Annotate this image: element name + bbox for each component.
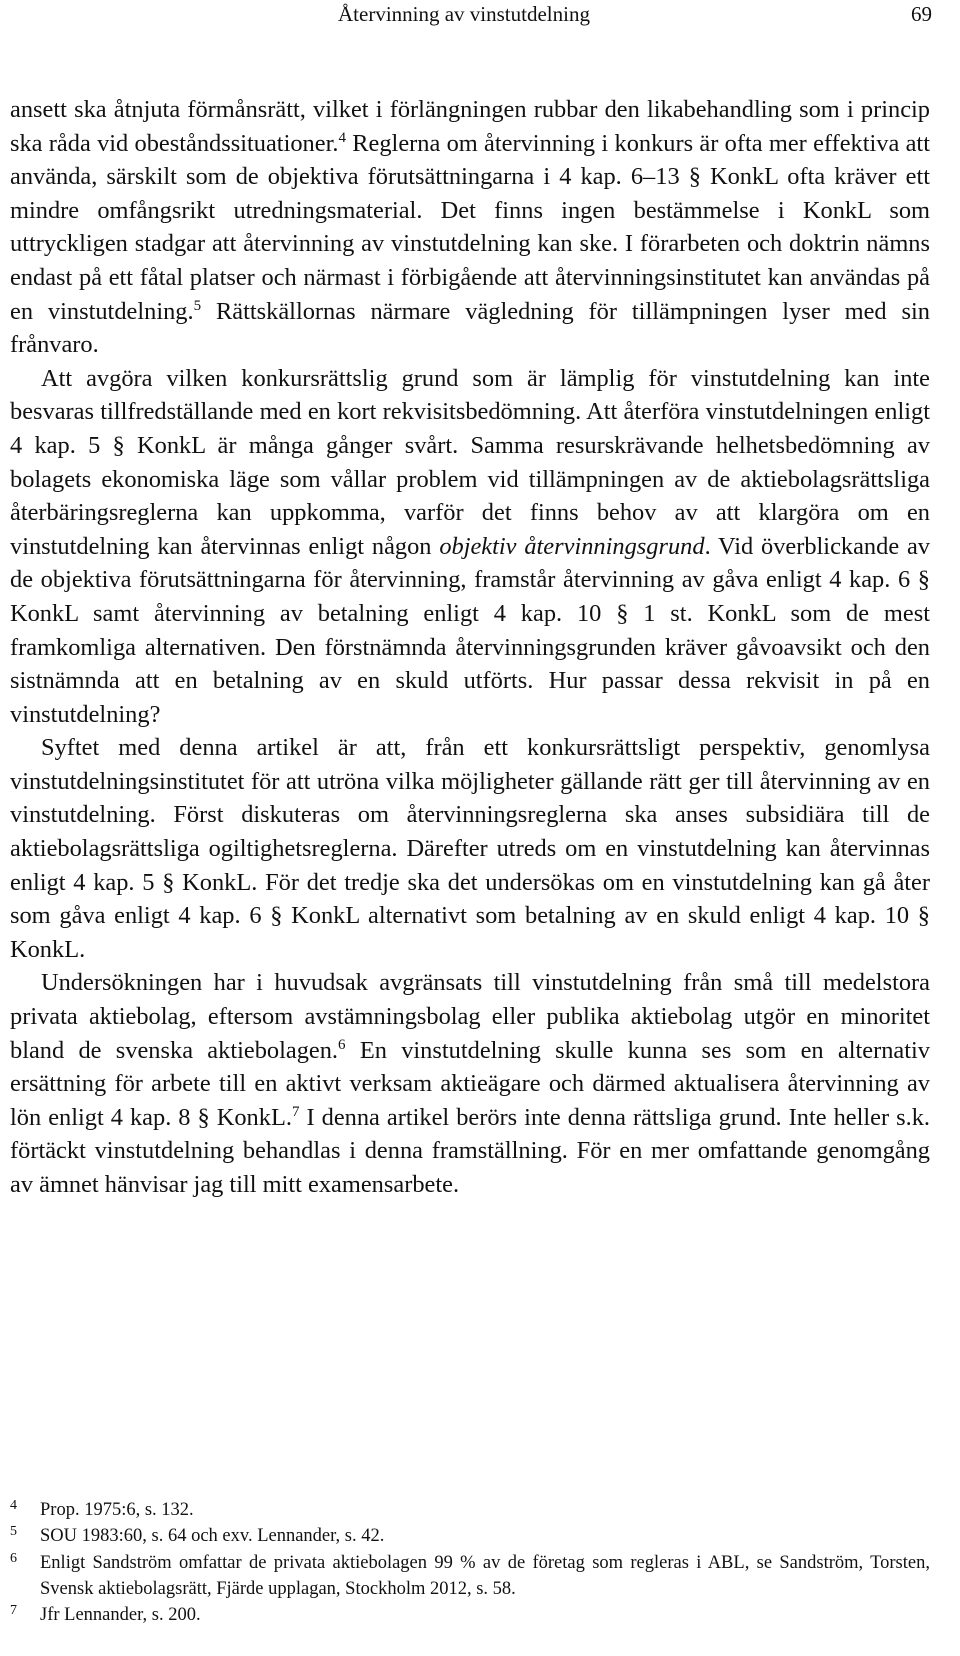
footnote-6 [10,1550,930,1603]
paragraph-text: I denna artikel berörs inte denna rättsliga grund. Inte heller s.k. förtäckt vinstutdelning behandlas i denna framställning. För en mer omfattande genomgång av ämnet hänvisar jag till mitt examensarbete. [10,1103,931,1198]
footnote-number: 4 [10,1498,17,1513]
emphasized-term: objektiv återvinningsgrund [439,532,705,560]
paragraph-text: . Vid överblickande av de objektiva förutsättningarna för återvinning, framstår återvinning av gåva enligt 4 kap. 6 § KonkL samt återvinning av betalning enligt 4 kap. 10 § 1 st. KonkL som de mest framkomliga alternativen. Den förstnämnda återvinningsgrunden kräver gåvoavsikt och den sistnämnda att en betalning av en skuld utförts. Hur passar dessa rekvisit in på en vinstutdelning? [10,532,930,728]
footnote-4 [10,1497,930,1523]
paragraph-text: Undersökningen har i huvudsak avgränsats till vinstutdelning från små till medelstora privata aktiebolag, eftersom avstämningsbolag eller publika aktiebolag utgör en minoritet bland de svenska aktiebolagen. [10,969,930,1064]
running-title: Återvinning av vinstutdelning [338,2,590,26]
paragraph-4 [10,966,930,1201]
footnote-7 [10,1602,930,1628]
footnote-5 [10,1523,930,1549]
body-text [10,93,930,1202]
footnote-number: 6 [10,1550,17,1566]
paragraph-text: Rättskällornas närmare vägledning för tillämpningen lyser med sin frånvaro. [10,297,930,359]
footnote-ref-4[interactable]: 4 [338,129,346,146]
paragraph-text: Syftet med denna artikel är att, från ett konkursrättsligt perspektiv, genomlysa vinstutdelningsinstitutet för att utröna vilka möjligheter gällande rätt ger till återvinning av en vinstutdelning. Först diskuteras om återvinningsreglerna ska anses subsidiära till de aktiebolagsrättsliga ogiltighetsreglerna. Därefter utreds om en vinstutdelning kan återvinnas enligt 4 kap. 5 § KonkL. För det tredje ska det undersökas om en vinstutdelning kan gå åter som gåva enligt 4 kap. 6 § KonkL alternativt som betalning av en skuld enligt 4 kap. 10 § KonkL. [10,734,930,963]
page-number: 69 [911,2,932,26]
footnote-text: Prop. 1975:6, s. 132. [40,1500,194,1520]
footnote-ref-7[interactable]: 7 [291,1103,300,1120]
footnote-number: 5 [10,1524,17,1540]
footnote-ref-5[interactable]: 5 [193,297,202,314]
footnote-number: 7 [10,1603,17,1619]
footnote-ref-6[interactable]: 6 [338,1036,346,1053]
paragraph-text: Reglerna om återvinning i konkurs är ofta mer effektiva att använda, särskilt som de objektiva förutsättningarna i 4 kap. 6–13 § KonkL ofta kräver ett mindre omfångsrikt utredningsmaterial. Det finns ingen bestämmelse i KonkL som uttryckligen stadgar att återvinning av vinstutdelning kan ske. I förarbeten och doktrin nämns endast på ett fåtal platser och närmast i förbigående att återvinningsinstitutet kan användas på en vinstutdelning. [10,129,930,325]
paragraph-text: Att avgöra vilken konkursrättslig grund som är lämplig för vinstutdelning kan inte besvaras tillfredställande med en kort rekvisitsbedömning. Att återföra vinstutdelningen enligt 4 kap. 5 § KonkL är många gånger svårt. Samma resurskrävande helhetsbedömning av bolagets ekonomiska läge som vållar problem vid tillämpningen av de aktiebolagsrättsliga återbäringsreglerna kan uppkomma, varför det finns behov av att klargöra om en vinstutdelning kan återvinnas enligt någon [10,364,930,560]
page-header [0,0,960,34]
paragraph-3 [10,731,930,966]
footnote-text: SOU 1983:60, s. 64 och exv. Lennander, s. 42. [40,1526,385,1547]
footnote-text: Enligt Sandström omfattar de privata aktiebolagen 99 % av de företag som regleras i ABL, se Sandström, Torsten, Svensk aktiebolagsrätt, Fjärde upplagan, Stockholm 2012, s. 58. [40,1552,930,1599]
paragraph-text: En vinstutdelning skulle kunna ses som en alternativ ersättning för arbete till en aktivt verksam aktieägare och därmed aktualisera återvinning av lön enligt 4 kap. 8 § KonkL. [10,1036,930,1131]
paragraph-2 [10,362,930,732]
footnote-text: Jfr Lennander, s. 200. [40,1605,201,1626]
paragraph-text: ansett ska åtnjuta förmånsrätt, vilket i förlängningen rubbar den likabehandling som i princip ska råda vid obeståndssituationer. [10,96,930,157]
footnotes [10,1497,930,1628]
paragraph-1 [10,93,930,362]
